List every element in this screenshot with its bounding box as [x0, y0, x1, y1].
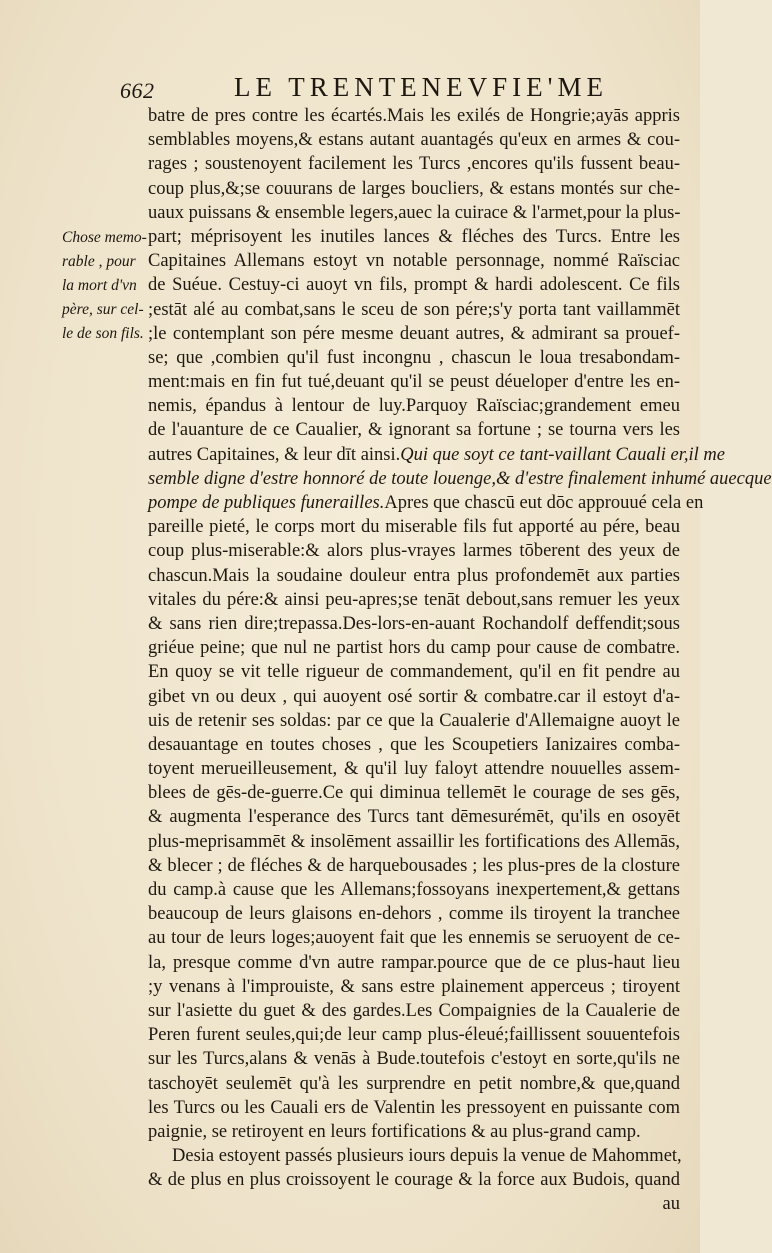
text-line: la, presque comme d'vn autre rampar.pource que de ce plus-haut lieu — [148, 952, 680, 973]
text-line: beaucoup de leurs glaisons en-dehors , comme ils tiroyent la tranchee — [148, 904, 680, 925]
paragraph-start-line: Desia estoyent passés plusieurs iours depuis la venue de Mahommet, — [172, 1146, 682, 1167]
quote-text: Qui que soyt ce tant-vaillant Cauali er,il me — [400, 444, 725, 465]
text-line: & blecer ; de fléches & de harquebousades ; les plus-pres de la closture — [148, 855, 680, 876]
paragraph-end-line: paignie, se retiroyent en leurs fortifications & au plus-grand camp. — [148, 1121, 641, 1142]
margin-note-line: père, sur cel- — [62, 301, 144, 318]
margin-note — [62, 226, 147, 346]
text-segment: Apres que chascū eut dōc approuué cela en — [384, 493, 704, 513]
page-header — [120, 72, 680, 106]
text-line: gibet vn ou deux , qui auoyent osé sortir & combatre.car il estoyt d'a- — [148, 686, 680, 707]
text-line: blees de gēs-de-guerre.Ce qui diminua tellemēt le courage de ses gēs, — [148, 783, 680, 804]
text-line: de Suéue. Cestuy-ci auoyt vn fils, prompt & hardi adolescent. Ce fils — [148, 275, 680, 296]
text-line-with-quote — [148, 443, 725, 467]
text-line: toyent merueilleusement, & qu'il luy faloyt attendre nouuelles assem- — [148, 759, 680, 780]
text-line: ment:mais en fin fut tué,deuant qu'il se peust déueloper d'entre les en- — [148, 372, 680, 393]
text-line: rages ; soustenoyent facilement les Turcs ,encores qu'ils fussent beau- — [148, 154, 680, 175]
text-line: sur les Turcs,alans & venās à Bude.toutefois c'estoyt en sorte,qu'ils ne — [148, 1049, 680, 1070]
text-line: sur l'asiette du guet & des gardes.Les Compaignies de la Caualerie de — [148, 1000, 680, 1021]
text-line: griéue peine; que nul ne partist hors du camp pour cause de combatre. — [148, 638, 680, 659]
quote-line: semble digne d'estre honnoré de toute louenge,& d'estre finalement inhumé auecque — [148, 468, 772, 489]
text-line: uis de retenir ses soldas: par ce que la Caualerie d'Allemaigne auoyt le — [148, 710, 680, 731]
catchword: au — [662, 1194, 680, 1215]
text-line: de l'auanture de ce Caualier, & ignorant sa fortune ; se tourna vers les — [148, 420, 680, 441]
margin-note-line: Chose memo- — [62, 229, 147, 246]
quote-text: pompe de publiques funerailles. — [148, 493, 385, 513]
margin-note-line: rable , pour — [62, 253, 136, 270]
text-line: Capitaines Allemans estoyt vn notable personnage, nommé Raïsciac — [148, 251, 680, 272]
text-line: ;y venans à l'improuiste, & sans estre plainement apperceus ; tiroyent — [148, 976, 680, 997]
text-line: En quoy se vit telle rigueur de commandement, qu'il en fit pendre au — [148, 662, 680, 683]
text-line: coup plus,&;se couurans de larges boucliers, & estans montés sur che- — [148, 178, 680, 199]
text-line: du camp.à cause que les Allemans;fossoyans inexpertement,& gettans — [148, 880, 680, 900]
text-line: batre de pres contre les écartés.Mais les exilés de Hongrie;ayās appris — [148, 106, 680, 126]
text-line: coup plus-miserable:& alors plus-vrayes larmes tōberent des yeux de — [148, 541, 680, 562]
page-number: 662 — [120, 78, 155, 103]
text-line: ;estāt alé au combat,sans le sceu de son pére;s'y porta tant vaillammēt — [148, 299, 680, 320]
body-text — [148, 104, 772, 1217]
text-line: ;le contemplant son pére mesme deuant autres, & admirant sa prouef- — [148, 323, 680, 344]
text-line: chascun.Mais la soudaine douleur entra plus profondemēt aux parties — [148, 565, 680, 586]
text-line-with-quote — [148, 491, 704, 515]
text-line: & augmenta l'esperance des Turcs tant dēmesurémēt, qu'ils en osoyēt — [148, 807, 680, 828]
text-line: & sans rien dire;trepassa.Des-lors-en-auant Rochandolf deffendit;sous — [148, 613, 680, 634]
running-title: LE TRENTENEVFIE'ME — [233, 72, 609, 102]
text-line: plus-meprisammēt & insolēment assaillir les fortifications des Allemās, — [148, 831, 680, 852]
text-line: les Turcs ou les Cauali ers de Valentin les pressoyent en puissante com — [148, 1097, 680, 1118]
text-segment: autres Capitaines, & leur dīt ainsi. — [148, 444, 401, 465]
text-line: part; méprisoyent les inutiles lances & fléches des Turcs. Entre les — [148, 226, 680, 247]
text-line: pareille pieté, le corps mort du miserable fils fut apporté au pére, beau — [148, 517, 680, 538]
margin-note-line: la mort d'vn — [62, 277, 137, 294]
text-line: Peren furent seules,qui;de leur camp plus-éleué;faillissent souuentefois — [148, 1025, 680, 1046]
text-line: & de plus en plus croissoyent le courage & la force aux Budois, quand — [148, 1170, 680, 1191]
text-line: taschoyēt seulemēt qu'à les surprendre en petit nombre,& que,quand — [148, 1073, 680, 1094]
text-line: semblables moyens,& estans autant auantagés qu'eux en armes & cou- — [148, 130, 680, 151]
text-line: au tour de leurs loges;auoyent fait que les ennemis se seruoyent de ce- — [148, 928, 680, 949]
text-line: desauantage en toutes choses , que les Scoupetiers Ianizaires comba- — [148, 734, 680, 755]
text-line: uaux puissans & ensemble legers,auec la cuirace & l'armet,pour la plus- — [148, 202, 681, 223]
text-line: se; que ,combien qu'il fust incongnu , chascun le loua tresabondam- — [148, 347, 680, 368]
text-line: nemis, épandus à lentour de luy.Parquoy Raïsciac;grandement emeu — [148, 396, 680, 417]
margin-note-line: le de son fils. — [62, 325, 144, 342]
text-line: vitales du pére:& ainsi peu-apres;se tenāt debout,sans remuer les yeux — [148, 589, 680, 610]
